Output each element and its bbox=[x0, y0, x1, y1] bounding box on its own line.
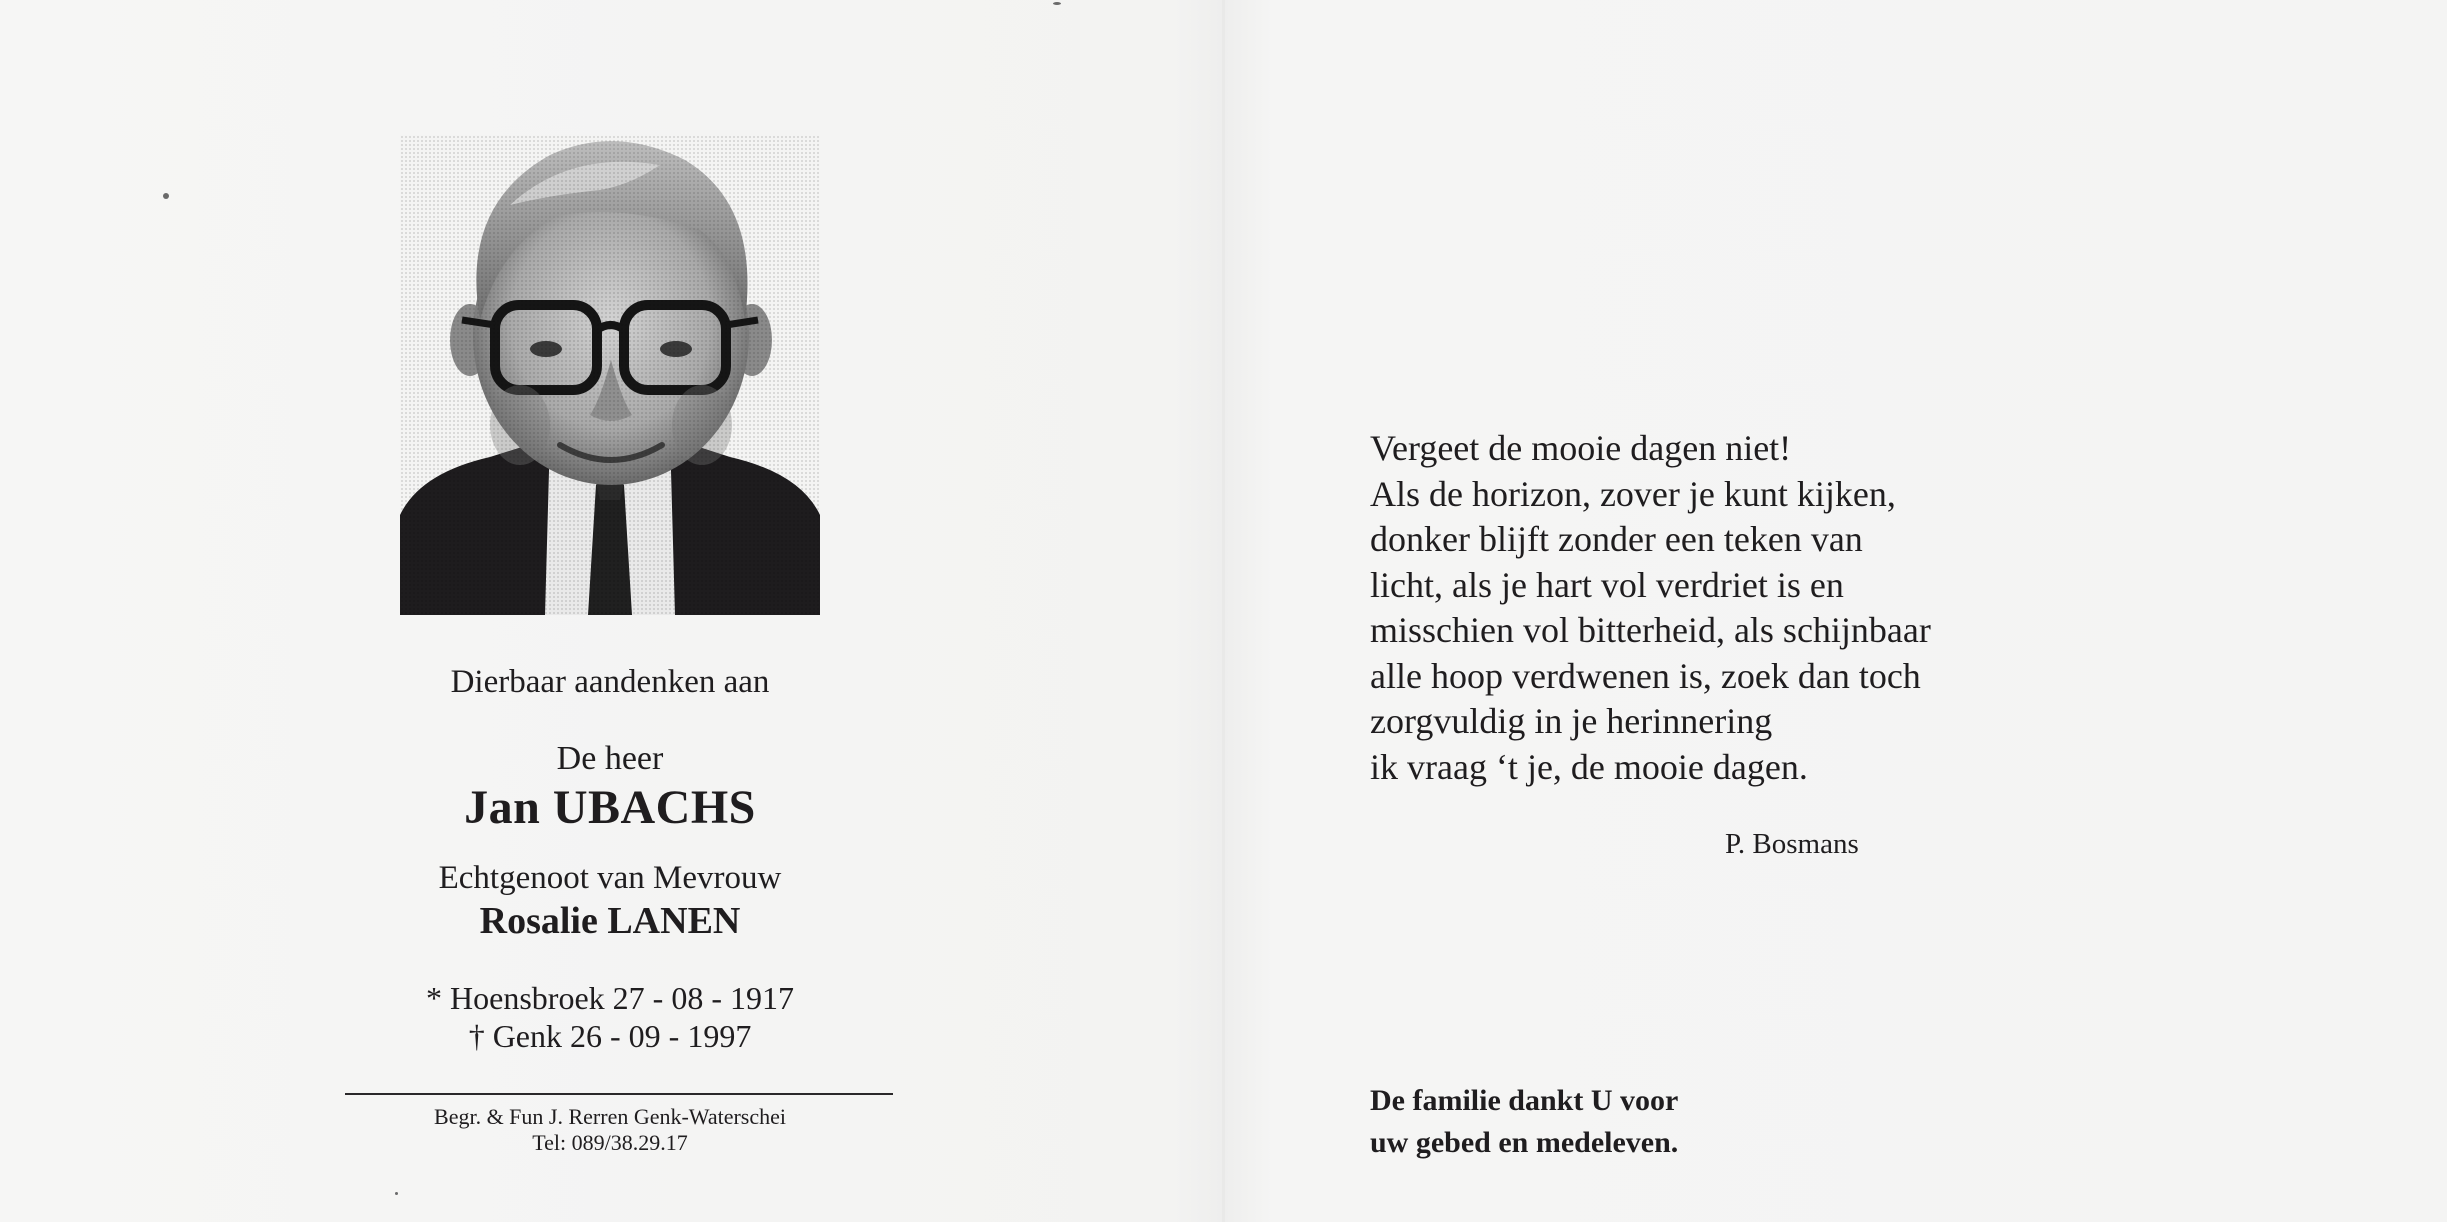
right-page bbox=[1225, 0, 2447, 1222]
divider-line bbox=[345, 1093, 893, 1095]
poem-line: ik vraag ‘t je, de mooie dagen. bbox=[1370, 746, 1808, 787]
poem-line: Als de horizon, zover je kunt kijken, bbox=[1370, 473, 1896, 514]
family-thanks bbox=[1370, 1080, 1678, 1164]
poem bbox=[1370, 426, 2130, 790]
deceased-name: Jan UBACHS bbox=[464, 781, 756, 834]
poem-line: licht, als je hart vol verdriet is en bbox=[1370, 564, 1844, 605]
death-date: † Genk 26 - 09 - 1997 bbox=[468, 1018, 752, 1054]
poem-line: Vergeet de mooie dagen niet! bbox=[1370, 428, 1792, 468]
undertaker-phone: Tel: 089/38.29.17 bbox=[532, 1130, 688, 1155]
poem-line: zorgvuldig in je herinnering bbox=[1370, 701, 1773, 741]
portrait-photo bbox=[400, 135, 820, 615]
left-page bbox=[0, 0, 1222, 1222]
spouse-intro: Echtgenoot van Mevrouw bbox=[438, 860, 782, 896]
poem-line: misschien vol bitterheid, als schijnbaar bbox=[1370, 610, 1931, 650]
deceased-title: De heer bbox=[556, 740, 664, 777]
birth-date: * Hoensbroek 27 - 08 - 1917 bbox=[426, 980, 794, 1016]
thanks-line: uw gebed en medeleven. bbox=[1370, 1126, 1679, 1159]
poem-line: donker blijft zonder een teken van bbox=[1370, 519, 1863, 559]
intro-text: Dierbaar aandenken aan bbox=[450, 664, 770, 700]
poem-author: P. Bosmans bbox=[1725, 828, 1859, 860]
spouse-name: Rosalie LANEN bbox=[479, 900, 741, 942]
thanks-line: De familie dankt U voor bbox=[1370, 1084, 1679, 1117]
undertaker-text: Begr. & Fun J. Rerren Genk-Waterschei bbox=[434, 1104, 786, 1129]
poem-line: alle hoop verdwenen is, zoek dan toch bbox=[1370, 655, 1921, 696]
